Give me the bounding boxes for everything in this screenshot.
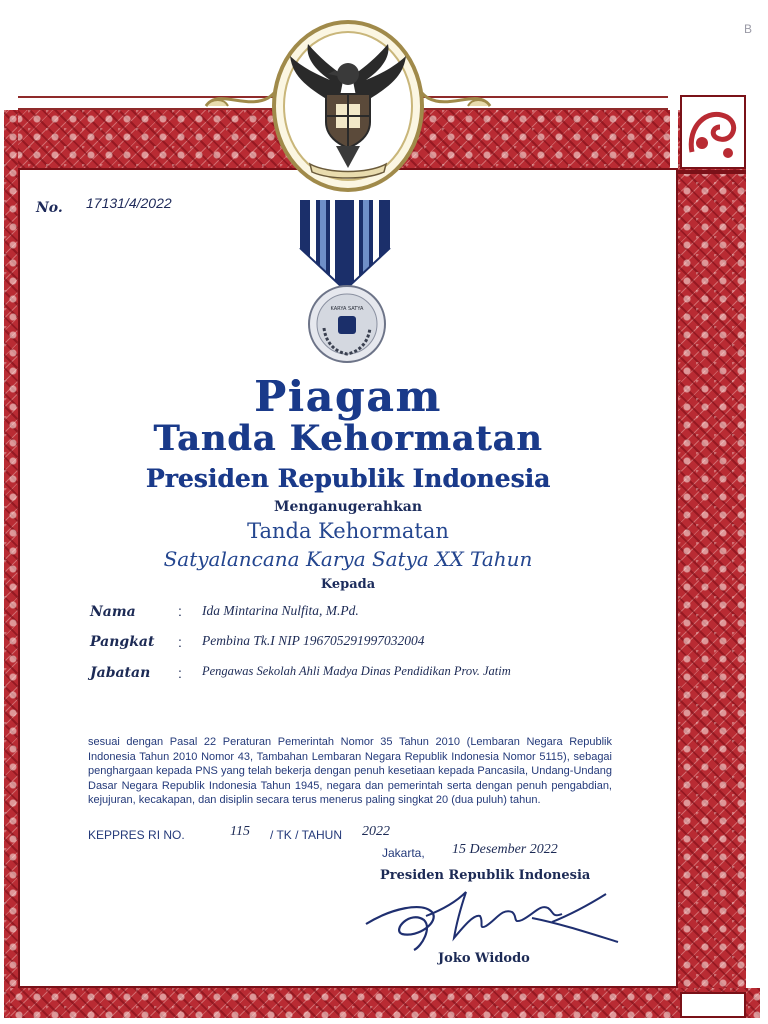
- field-colon: :: [178, 634, 182, 650]
- signer-name: Joko Widodo: [438, 951, 530, 966]
- field-colon: :: [178, 665, 182, 681]
- keppres-label: KEPPRES RI NO.: [88, 828, 185, 842]
- field-value-pangkat: Pembina Tk.I NIP 196705291997032004: [202, 633, 425, 648]
- medal-icon: [290, 198, 400, 363]
- corner-bottom-ornament-icon: [680, 992, 746, 1018]
- frame-left-band: [4, 110, 18, 1018]
- signing-place: Jakarta,: [382, 846, 425, 860]
- signature-icon: [362, 886, 624, 958]
- field-label-nama: Nama: [90, 604, 136, 620]
- medal-inscription: KARYA SATYA: [330, 306, 364, 312]
- body-paragraph: sesuai dengan Pasal 22 Peraturan Pemerintah Nomor 35 Tahun 2010 (Lembaran Negara Republik Indonesia Tahun 2010 Nomor 43, Tambahan Lembaran Negara Republik Indonesia Nomor 5115), sebagai penghargaan kepada PNS yang telah bekerja dengan penuh kesetiaan kepada Pancasila, Undang-Undang Dasar Negara Republik Indonesia Tahun 1945, negara dan pemerintah serta dengan penuh pengabdian, kejujuran, kecakapan, dan disiplin secara terus menerus paling singkat 20 (dua puluh) tahun.: [88, 736, 612, 806]
- title-tanda-kehormatan: Tanda Kehormatan: [153, 418, 543, 459]
- title-piagam: Piagam: [254, 372, 442, 421]
- award-line-1: Tanda Kehormatan: [247, 519, 449, 543]
- awards-label: Menganugerahkan: [273, 499, 423, 515]
- keppres-year: 2022: [362, 824, 390, 839]
- to-label: Kepada: [320, 577, 376, 592]
- frame-bottom-band: [10, 988, 760, 1018]
- keppres-middle-label: / TK / TAHUN: [270, 828, 343, 842]
- field-value-jabatan: Pengawas Sekolah Ahli Madya Dinas Pendidikan Prov. Jatim: [202, 664, 511, 678]
- award-line-2: Satyalancana Karya Satya XX Tahun: [163, 547, 533, 571]
- frame-right-band: [678, 110, 746, 1018]
- certificate-number-label: No.: [36, 200, 63, 216]
- garuda-emblem-icon: [198, 18, 498, 196]
- title-presiden: Presiden Republik Indonesia: [145, 464, 551, 493]
- field-value-nama: Ida Mintarina Nulfita, M.Pd.: [202, 603, 359, 618]
- keppres-number: 115: [230, 824, 250, 839]
- corner-ornament-icon: [680, 95, 746, 169]
- field-label-jabatan: Jabatan: [90, 665, 151, 681]
- page-mark: B: [744, 22, 753, 36]
- field-colon: :: [178, 603, 182, 619]
- certificate-number: 17131/4/2022: [86, 195, 172, 211]
- field-label-pangkat: Pangkat: [90, 634, 155, 650]
- signing-date: 15 Desember 2022: [452, 842, 558, 857]
- signer-title: Presiden Republik Indonesia: [380, 868, 591, 883]
